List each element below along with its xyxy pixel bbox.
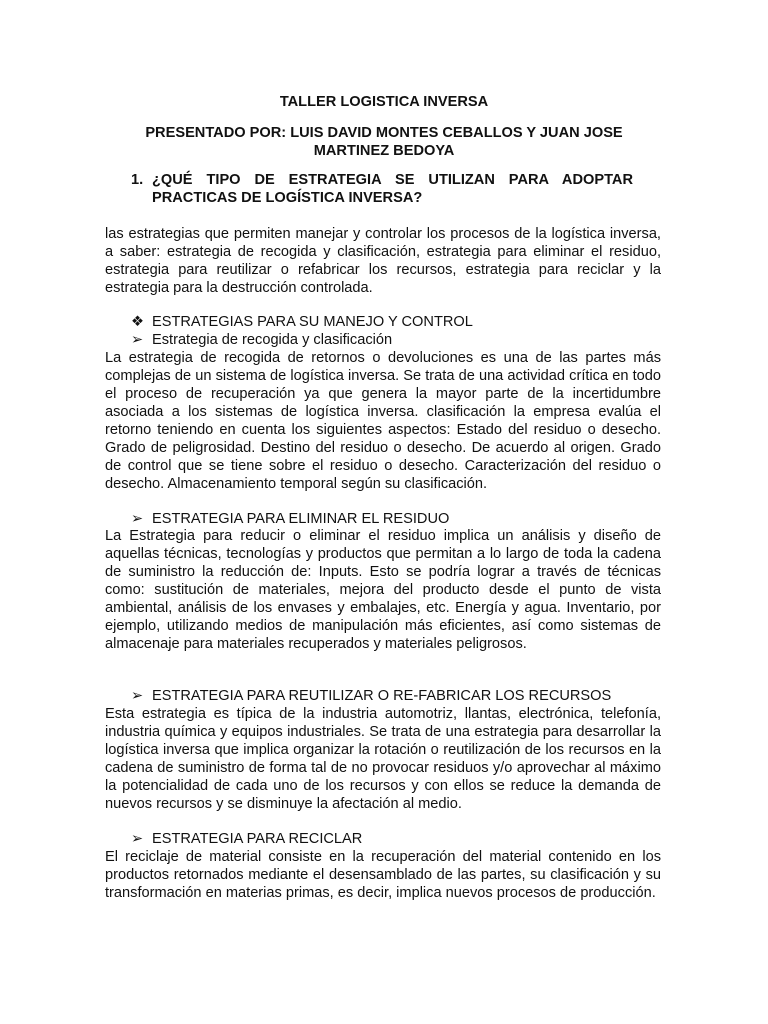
sub1-heading [131,331,392,349]
section-main-heading [131,313,473,331]
arrow-bullet-icon: ➢ [131,511,144,527]
arrow-bullet-icon: ➢ [131,688,144,704]
sub4-label: ESTRATEGIA PARA RECICLAR [152,831,363,847]
sub1-paragraph: La estrategia de recogida de retornos o devoluciones es una de las partes más complejas de un sistema de logística inversa. Se trata de una actividad crítica en todo el proceso de recuperación ya que genera la mayor parte de la incertidumbre asociada a los sistemas de logística inversa. clasificación la empresa evalúa el retorno teniendo en cuenta los siguientes aspectos: Estado del residuo o desecho. Grado de peligrosidad. Destino del residuo o desecho. De acuerdo al origen. Grado de control que se tiene sobre el residuo o desecho. Caracterización del residuo o desecho. Almacenamiento temporal según su clasificación. [105,350,661,492]
sub3-label: ESTRATEGIA PARA REUTILIZAR O RE-FABRICAR LOS RECURSOS [152,688,612,704]
document-title: TALLER LOGISTICA INVERSA [279,94,489,110]
sub2-label: ESTRATEGIA PARA ELIMINAR EL RESIDUO [152,511,450,527]
sub3-heading [131,687,611,705]
section-main-label: ESTRATEGIAS PARA SU MANEJO Y CONTROL [152,314,473,330]
sub2-paragraph: La Estrategia para reducir o eliminar el residuo implica un análisis y diseño de aquellas técnicas, tecnologías y productos que permitan a lo largo de toda la cadena de suministro la reducción de: Inputs. Esto se podría lograr a través de técnicas como: sustitución de materiales, mejora del producto desde el punto de vista ambiental, análisis de los envases y embalajes, etc. Energía y agua. Inventario, por ejemplo, utilizando medios de manipulación más eficientes, así como sistemas de almacenaje para materiales recuperados y materiales peligrosos. [105,528,661,652]
question-line-1: ¿QUÉ TIPO DE ESTRATEGIA SE UTILIZAN PARA ADOPTAR [152,172,633,188]
sub4-heading [131,830,362,848]
question-line-2: PRACTICAS DE LOGÍSTICA INVERSA? [152,190,423,206]
diamond-bullet-icon: ❖ [131,314,145,330]
question-text [152,171,633,207]
arrow-bullet-icon: ➢ [131,831,144,847]
arrow-bullet-icon: ➢ [131,332,144,348]
sub3-paragraph: Esta estrategia es típica de la industria automotriz, llantas, electrónica, telefonía, industria química y equipos industriales. Se trata de una estrategia para desarrollar la logística inversa que implica organizar la rotación o reutilización de los recursos en la cadena de suministro de forma tal de no provocar residuos y/o aprovechar al máximo la potencialidad de cada uno de los recursos y con ellos se reduce la demanda de nuevos recursos y se disminuye la afectación al medio. [105,706,661,812]
sub4-paragraph: El reciclaje de material consiste en la recuperación del material contenido en los productos retornados mediante el desensamblado de las partes, su clasificación y su transformación en materias primas, es decir, implica nuevos procesos de producción. [105,849,661,901]
question-number: 1. [131,172,144,188]
sub2-heading [131,510,449,528]
presented-by: PRESENTADO POR: LUIS DAVID MONTES CEBALLOS Y JUAN JOSE MARTINEZ BEDOYA [145,125,623,159]
intro-paragraph: las estrategias que permiten manejar y controlar los procesos de la logística inversa, a saber: estrategia de recogida y clasificación, estrategia para eliminar el residuo, estrategia para reutilizar o refabricar los recursos, estrategia para reciclar y la estrategia para la destrucción controlada. [105,226,661,296]
question-1 [131,171,633,207]
sub1-label: Estrategia de recogida y clasificación [152,332,393,348]
